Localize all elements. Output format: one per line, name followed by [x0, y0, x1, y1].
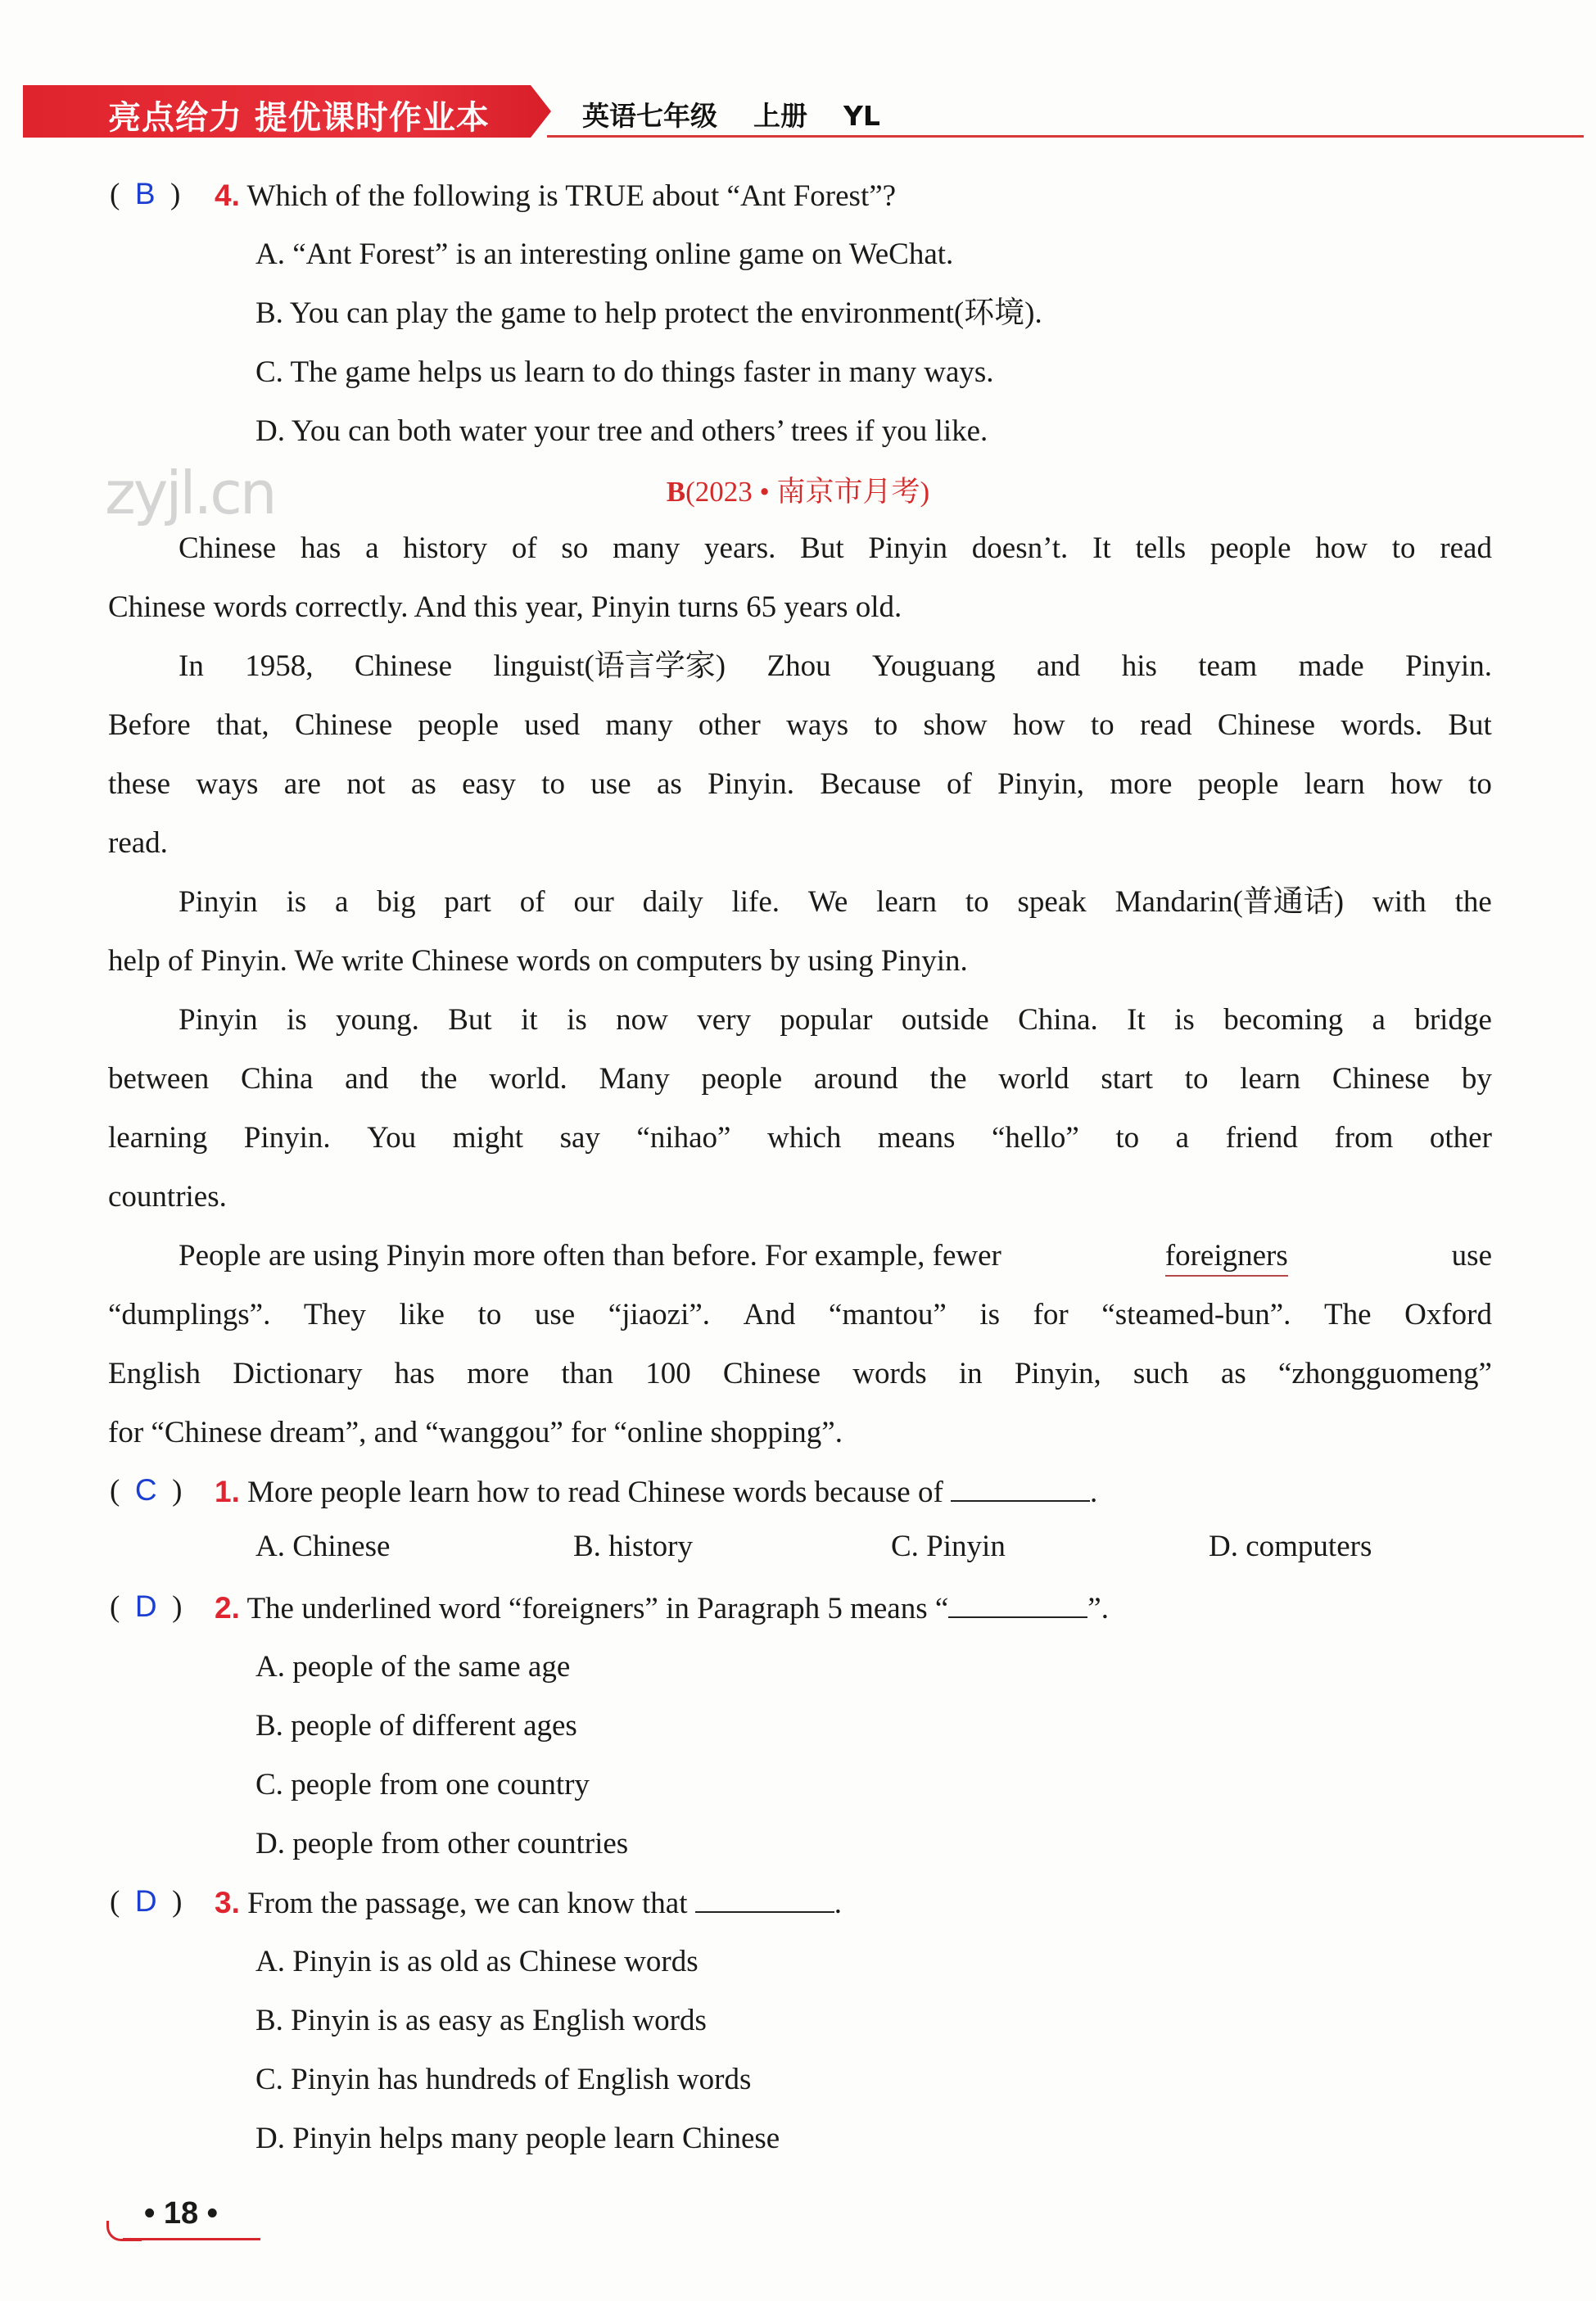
passage-word: Oxford: [1404, 1298, 1492, 1331]
passage-word: linguist(语言学家): [493, 649, 726, 683]
option-d: D. people from other countries: [255, 1827, 629, 1860]
passage-word: for: [1033, 1298, 1069, 1331]
question-text-end: ”.: [1087, 1592, 1109, 1625]
passage-word: words: [852, 1357, 927, 1390]
passage-word: “mantou”: [828, 1298, 947, 1331]
passage-word: is: [287, 1003, 307, 1037]
passage-line: [179, 648, 1492, 685]
question-number: 3.: [215, 1886, 240, 1919]
passage-word: in: [958, 1357, 983, 1390]
passage-word: very: [697, 1003, 752, 1037]
passage-word: to: [1115, 1121, 1140, 1155]
section-letter: B: [666, 476, 686, 508]
passage-word: Because: [820, 767, 921, 801]
section-source: (2023 • 南京市月考): [685, 476, 930, 508]
passage-word: many: [605, 708, 673, 742]
passage-word: part: [444, 885, 491, 919]
passage-word: to: [1184, 1062, 1209, 1096]
question-text: Which of the following is TRUE about “Ant Forest”?: [246, 179, 897, 213]
option-a: A. “Ant Forest” is an interesting online game on WeChat.: [255, 237, 954, 271]
passage-word: “hello”: [991, 1121, 1079, 1155]
passage-word: and: [345, 1062, 389, 1096]
passage-word: is: [286, 885, 307, 919]
passage-word: is: [567, 1003, 587, 1037]
passage-word: between: [108, 1062, 210, 1096]
passage-word: people: [418, 708, 500, 742]
question-number: 2.: [215, 1591, 240, 1625]
page-number: • 18 •: [144, 2196, 218, 2231]
passage-word: doesn’t.: [971, 531, 1069, 565]
passage-word: outside: [901, 1003, 989, 1037]
passage-word: world.: [489, 1062, 567, 1096]
passage-word: start: [1101, 1062, 1154, 1096]
option-a: A. Pinyin is as old as Chinese words: [255, 1945, 699, 1978]
passage-word: other: [698, 708, 761, 742]
question-text: More people learn how to read Chinese words because of: [247, 1476, 943, 1509]
option-c: C. people from one country: [255, 1768, 590, 1801]
passage-word: how: [1012, 708, 1065, 742]
passage-word: how: [1390, 767, 1443, 801]
passage-line: read.: [108, 826, 168, 860]
passage-word: And: [743, 1298, 796, 1331]
passage-word: It: [1092, 531, 1111, 565]
passage-word: Dictionary: [233, 1357, 363, 1390]
passage-word: it: [521, 1003, 538, 1037]
question-text-end: .: [1090, 1476, 1098, 1509]
passage-word: to: [1468, 767, 1492, 801]
passage-word: the: [420, 1062, 458, 1096]
passage-word: They: [303, 1298, 366, 1331]
passage-word: becoming: [1223, 1003, 1344, 1037]
passage-word: learn: [876, 885, 938, 919]
option-d: D. computers: [1209, 1530, 1372, 1563]
passage-word: friend: [1225, 1121, 1298, 1155]
answer-bracket: ( D ): [110, 1589, 183, 1624]
section-b-title: [0, 469, 1596, 510]
passage-word: popular: [780, 1003, 873, 1037]
passage-word: learning: [108, 1121, 208, 1155]
option-a: A. people of the same age: [255, 1650, 571, 1684]
passage-word: Chinese: [722, 1357, 821, 1390]
passage-word: from: [1334, 1121, 1394, 1155]
passage-word: such: [1133, 1357, 1189, 1390]
page-header: [23, 85, 1584, 138]
passage-word: Pinyin: [179, 1003, 258, 1037]
passage-word: how: [1315, 531, 1368, 565]
question-number: 1.: [215, 1475, 240, 1508]
passage-word: to: [477, 1298, 502, 1331]
passage-word: Chinese: [1217, 708, 1316, 742]
passage-word: But: [448, 1003, 492, 1037]
option-a: A. Chinese: [255, 1530, 391, 1563]
passage-word: these: [108, 767, 171, 801]
passage-line: for “Chinese dream”, and “wanggou” for “online shopping”.: [108, 1416, 843, 1449]
passage-word: ways: [196, 767, 259, 801]
passage-word: English: [108, 1357, 201, 1390]
passage-word: now: [616, 1003, 668, 1037]
passage-word: a: [365, 531, 379, 565]
passage-word: is: [1174, 1003, 1195, 1037]
underlined-word: foreigners: [1165, 1237, 1288, 1277]
answer-blank: [948, 1592, 1087, 1618]
question-stem: [215, 1589, 1109, 1628]
answer-blank: [695, 1887, 834, 1913]
passage-word: learn: [1304, 767, 1365, 801]
passage-word: ways: [786, 708, 849, 742]
passage-line: Chinese words correctly. And this year, Pinyin turns 65 years old.: [108, 590, 902, 624]
passage-word: has: [300, 531, 341, 565]
passage-word: people: [1209, 531, 1291, 565]
passage-line: [179, 1237, 1492, 1277]
passage-word: Mandarin(普通话): [1114, 885, 1345, 919]
passage-word: team: [1198, 649, 1258, 683]
passage-word: people: [1197, 767, 1279, 801]
passage-word: around: [813, 1062, 898, 1096]
passage-word: are: [283, 767, 321, 801]
passage-word: not: [346, 767, 386, 801]
passage-word: We: [807, 885, 848, 919]
passage-word: has: [394, 1357, 435, 1390]
passage-line: help of Pinyin. We write Chinese words on computers by using Pinyin.: [108, 944, 968, 978]
passage-word: more: [467, 1357, 530, 1390]
passage-word: of: [947, 767, 972, 801]
passage-word: our: [573, 885, 614, 919]
passage-word: say: [559, 1121, 600, 1155]
passage-fragment: use: [1451, 1239, 1492, 1273]
passage-word: Chinese: [354, 649, 453, 683]
header-rule: [547, 135, 1584, 138]
passage-word: to: [1391, 531, 1416, 565]
answer-letter: B: [134, 177, 156, 210]
passage-word: easy: [462, 767, 516, 801]
passage-word: made: [1298, 649, 1364, 683]
passage-line: [108, 707, 1492, 744]
passage-word: a: [1372, 1003, 1386, 1037]
option-b: B. history: [573, 1530, 693, 1563]
option-d: D. You can both water your tree and others’ trees if you like.: [255, 414, 988, 448]
passage-word: Before: [108, 708, 191, 742]
passage-word: as: [1220, 1357, 1246, 1390]
passage-word: big: [377, 885, 416, 919]
passage-word: a: [335, 885, 349, 919]
footer-rule: [123, 2238, 260, 2240]
answer-letter: D: [134, 1589, 157, 1623]
answer-bracket: ( C ): [110, 1473, 183, 1508]
passage-word: speak: [1017, 885, 1087, 919]
answer-bracket: ( D ): [110, 1884, 183, 1919]
passage-word: Pinyin,: [1014, 1357, 1101, 1390]
passage-word: read: [1440, 531, 1492, 565]
passage-word: used: [524, 708, 581, 742]
passage-word: China: [241, 1062, 314, 1096]
passage-word: Pinyin: [868, 531, 948, 565]
passage-word: which: [766, 1121, 842, 1155]
passage-word: learn: [1240, 1062, 1301, 1096]
answer-letter: D: [134, 1884, 157, 1918]
passage-line: [108, 1119, 1492, 1157]
passage-word: 100: [645, 1357, 691, 1390]
passage-word: read: [1139, 708, 1192, 742]
passage-word: daily: [642, 885, 703, 919]
passage-word: Many: [599, 1062, 670, 1096]
book-brand: 亮点给力 提优课时作业本: [108, 99, 490, 137]
passage-word: other: [1429, 1121, 1492, 1155]
passage-word: so: [561, 531, 589, 565]
passage-word: young.: [336, 1003, 419, 1037]
answer-letter: C: [134, 1473, 157, 1507]
passage-word: a: [1175, 1121, 1190, 1155]
passage-word: use: [534, 1298, 576, 1331]
passage-fragment: People are using Pinyin more often than before. For example, fewer: [179, 1239, 1001, 1273]
passage-word: words.: [1341, 708, 1423, 742]
passage-word: years.: [704, 531, 776, 565]
passage-word: as: [656, 767, 682, 801]
passage-word: Chinese: [179, 531, 277, 565]
passage-word: bridge: [1414, 1003, 1492, 1037]
edition-label: YL: [843, 100, 880, 132]
passage-word: with: [1372, 885, 1426, 919]
subject-label: 英语七年级: [582, 100, 717, 132]
passage-word: means: [877, 1121, 956, 1155]
passage-word: You: [367, 1121, 417, 1155]
passage-word: show: [923, 708, 988, 742]
passage-word: to: [965, 885, 989, 919]
option-c: C. Pinyin has hundreds of English words: [255, 2063, 752, 2096]
question-text: From the passage, we can know that: [247, 1887, 688, 1920]
passage-word: world: [998, 1062, 1069, 1096]
passage-word: In: [179, 649, 204, 683]
question-stem: [215, 1473, 1097, 1512]
passage-word: as: [410, 767, 436, 801]
passage-word: like: [399, 1298, 445, 1331]
volume-label: 上册: [753, 100, 807, 132]
passage-line: countries.: [108, 1180, 227, 1214]
passage-word: that,: [215, 708, 269, 742]
passage-word: the: [929, 1062, 967, 1096]
answer-blank: [951, 1476, 1090, 1502]
passage-word: “jiaozi”.: [608, 1298, 711, 1331]
passage-word: use: [590, 767, 631, 801]
passage-word: to: [1090, 708, 1114, 742]
option-d: D. Pinyin helps many people learn Chinese: [255, 2122, 780, 2155]
passage-word: is: [979, 1298, 1000, 1331]
passage-word: his: [1121, 649, 1157, 683]
passage-line: [179, 1001, 1492, 1039]
passage-word: to: [874, 708, 898, 742]
passage-word: 1958,: [245, 649, 314, 683]
watermark-logo: zyjl.cn: [105, 459, 275, 527]
passage-word: tells: [1135, 531, 1187, 565]
passage-word: “zhongguomeng”: [1277, 1357, 1492, 1390]
question-number: 4.: [215, 179, 240, 212]
passage-line: [179, 530, 1492, 567]
passage-word: “steamed-bun”.: [1101, 1298, 1291, 1331]
passage-word: people: [701, 1062, 783, 1096]
passage-line: [108, 766, 1492, 803]
option-b: B. Pinyin is as easy as English words: [255, 2004, 707, 2037]
option-c: C. Pinyin: [891, 1530, 1006, 1563]
question-stem: [215, 177, 896, 215]
passage-line: [108, 1060, 1492, 1098]
header-subject-info: [582, 95, 916, 133]
passage-word: But: [1448, 708, 1492, 742]
question-text-end: .: [834, 1887, 842, 1920]
option-c: C. The game helps us learn to do things faster in many ways.: [255, 355, 994, 389]
passage-word: might: [452, 1121, 524, 1155]
passage-word: Pinyin,: [997, 767, 1085, 801]
passage-word: by: [1461, 1062, 1492, 1096]
passage-word: “dumplings”.: [108, 1298, 271, 1331]
passage-word: many: [613, 531, 680, 565]
passage-word: Pinyin.: [243, 1121, 331, 1155]
passage-word: the: [1454, 885, 1492, 919]
passage-word: Chinese: [1332, 1062, 1431, 1096]
passage-line: [108, 1355, 1492, 1393]
passage-word: Youguang: [872, 649, 996, 683]
option-b: B. You can play the game to help protect the environment(环境).: [255, 296, 1042, 330]
passage-line: [179, 884, 1492, 921]
passage-word: life.: [731, 885, 780, 919]
passage-word: “nihao”: [636, 1121, 731, 1155]
passage-word: more: [1110, 767, 1173, 801]
passage-word: of: [511, 531, 537, 565]
passage-line: [108, 1296, 1492, 1334]
passage-word: Pinyin.: [708, 767, 795, 801]
passage-word: Pinyin.: [1405, 649, 1492, 683]
answer-bracket: ( B ): [110, 177, 181, 211]
question-text: The underlined word “foreigners” in Paragraph 5 means “: [246, 1592, 949, 1625]
passage-word: history: [403, 531, 488, 565]
option-b: B. people of different ages: [255, 1709, 577, 1743]
passage-word: China.: [1018, 1003, 1098, 1037]
passage-word: of: [519, 885, 545, 919]
passage-word: The: [1324, 1298, 1372, 1331]
passage-word: to: [541, 767, 565, 801]
passage-word: It: [1127, 1003, 1146, 1037]
passage-word: than: [561, 1357, 614, 1390]
passage-word: and: [1036, 649, 1081, 683]
passage-word: Pinyin: [179, 885, 258, 919]
passage-word: Zhou: [766, 649, 831, 683]
passage-word: But: [800, 531, 844, 565]
passage-word: Chinese: [294, 708, 393, 742]
question-stem: [215, 1884, 842, 1923]
